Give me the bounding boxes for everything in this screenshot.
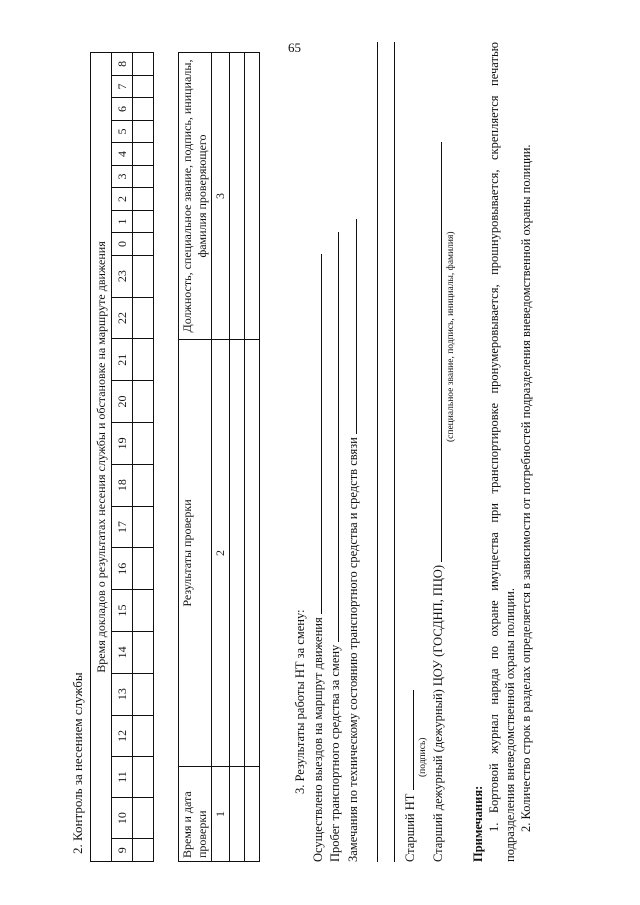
- section3-title: 3. Результаты работы НТ за смену:: [293, 609, 307, 794]
- duty-officer-label: Старший дежурный (дежурный) ЦОУ (ГОСДНП, ПЦО): [431, 565, 445, 862]
- section2-title: 2. Контроль за несением службы: [70, 672, 85, 854]
- col-num-3: 3: [212, 53, 230, 340]
- trips-label: Осуществлено выездов на маршрут движения: [310, 617, 325, 862]
- hour-entry-cell[interactable]: [133, 233, 154, 256]
- hour-cell: 16: [112, 548, 133, 590]
- blank-cell[interactable]: [245, 340, 260, 767]
- hour-cell: 22: [112, 297, 133, 339]
- hour-entry-cell[interactable]: [133, 255, 154, 297]
- hour-cell: 3: [112, 165, 133, 188]
- hour-cell: 5: [112, 120, 133, 143]
- senior-nt-signature-field[interactable]: [401, 690, 414, 790]
- hour-entry-cell[interactable]: [133, 548, 154, 590]
- signatures: [401, 42, 457, 862]
- hour-entry-cell[interactable]: [133, 757, 154, 797]
- hour-cell: 15: [112, 590, 133, 632]
- blank-cell[interactable]: [245, 767, 260, 862]
- hour-cell: 14: [112, 631, 133, 673]
- signature-caption: (подпись): [418, 737, 428, 777]
- hour-cell: 8: [112, 53, 133, 76]
- col-num-2: 2: [212, 340, 230, 767]
- rotated-form: [68, 42, 538, 862]
- hour-entry-cell[interactable]: [133, 381, 154, 423]
- blank-cell[interactable]: [230, 767, 245, 862]
- hour-entry-cell[interactable]: [133, 673, 154, 715]
- hour-entry-cell[interactable]: [133, 143, 154, 166]
- hour-entry-cell[interactable]: [133, 210, 154, 233]
- hour-cell: 18: [112, 464, 133, 506]
- mileage-field[interactable]: [326, 232, 339, 642]
- notes-title: Примечания:: [471, 785, 485, 862]
- col-results: Результаты проверки: [179, 340, 212, 767]
- hour-cell: 20: [112, 381, 133, 423]
- hour-entry-cell[interactable]: [133, 590, 154, 632]
- col-inspector: Должность, специальное звание, подпись, инициалы, фамилия проверяющего: [179, 53, 212, 340]
- hour-cell: 19: [112, 422, 133, 464]
- hour-cell: 7: [112, 75, 133, 98]
- blank-row: [133, 53, 154, 862]
- col-time-date: Время и дата проверки: [179, 767, 212, 862]
- report-times-header: Время докладов о результатах несения службы и обстановке на маршруте движения: [91, 53, 112, 862]
- hour-entry-cell[interactable]: [133, 631, 154, 673]
- remarks-line[interactable]: [361, 42, 378, 862]
- hour-entry-cell[interactable]: [133, 464, 154, 506]
- hour-entry-cell[interactable]: [133, 120, 154, 143]
- hour-entry-cell[interactable]: [133, 715, 154, 757]
- hours-row: [112, 53, 133, 862]
- hour-entry-cell[interactable]: [133, 297, 154, 339]
- hour-entry-cell[interactable]: [133, 188, 154, 211]
- hour-cell: 13: [112, 673, 133, 715]
- hour-cell: 6: [112, 98, 133, 121]
- hour-entry-cell[interactable]: [133, 422, 154, 464]
- trips-field[interactable]: [309, 254, 322, 614]
- hour-cell: 23: [112, 255, 133, 297]
- hour-cell: 10: [112, 797, 133, 839]
- duty-caption: (специальное звание, подпись, инициалы, фамилия): [446, 231, 456, 442]
- hour-cell: 1: [112, 210, 133, 233]
- report-times-table: [90, 52, 154, 862]
- hour-entry-cell[interactable]: [133, 75, 154, 98]
- hour-entry-cell[interactable]: [133, 165, 154, 188]
- blank-cell[interactable]: [245, 53, 260, 340]
- hour-entry-cell[interactable]: [133, 98, 154, 121]
- hour-entry-cell[interactable]: [133, 797, 154, 839]
- remarks-field[interactable]: [344, 219, 357, 434]
- hour-cell: 17: [112, 506, 133, 548]
- hour-entry-cell[interactable]: [133, 53, 154, 76]
- hour-entry-cell[interactable]: [133, 839, 154, 862]
- note-1: 1. Бортовой журнал наряда по охране имущества при транспортировке пронумеровывается, прошнуровывается, скрепляется печатью подразделения вневедомственной охраны полиции.: [487, 42, 517, 862]
- notes: [470, 42, 534, 862]
- hour-cell: 12: [112, 715, 133, 757]
- senior-nt-label: Старший НТ: [403, 793, 417, 862]
- hour-cell: 4: [112, 143, 133, 166]
- checks-table: [178, 52, 260, 862]
- mileage-label: Пробег транспортного средства за смену: [328, 644, 342, 862]
- note-2: 2. Количество строк в разделах определяется в зависимости от потребностей подразделения вневедомственной охраны полиции.: [519, 144, 533, 832]
- hour-cell: 2: [112, 188, 133, 211]
- section3: [292, 42, 395, 862]
- hour-cell: 21: [112, 339, 133, 381]
- remarks-line[interactable]: [378, 42, 395, 862]
- blank-cell[interactable]: [230, 53, 245, 340]
- col-num-1: 1: [212, 767, 230, 862]
- remarks-label: Замечания по техническому состоянию транспортного средства и средств связи: [345, 437, 360, 862]
- blank-cell[interactable]: [230, 340, 245, 767]
- hour-cell: 9: [112, 839, 133, 862]
- hour-entry-cell[interactable]: [133, 506, 154, 548]
- duty-officer-field[interactable]: [429, 142, 442, 562]
- hour-cell: 11: [112, 757, 133, 797]
- hour-cell: 0: [112, 233, 133, 256]
- page-number: 65: [288, 40, 301, 55]
- hour-entry-cell[interactable]: [133, 339, 154, 381]
